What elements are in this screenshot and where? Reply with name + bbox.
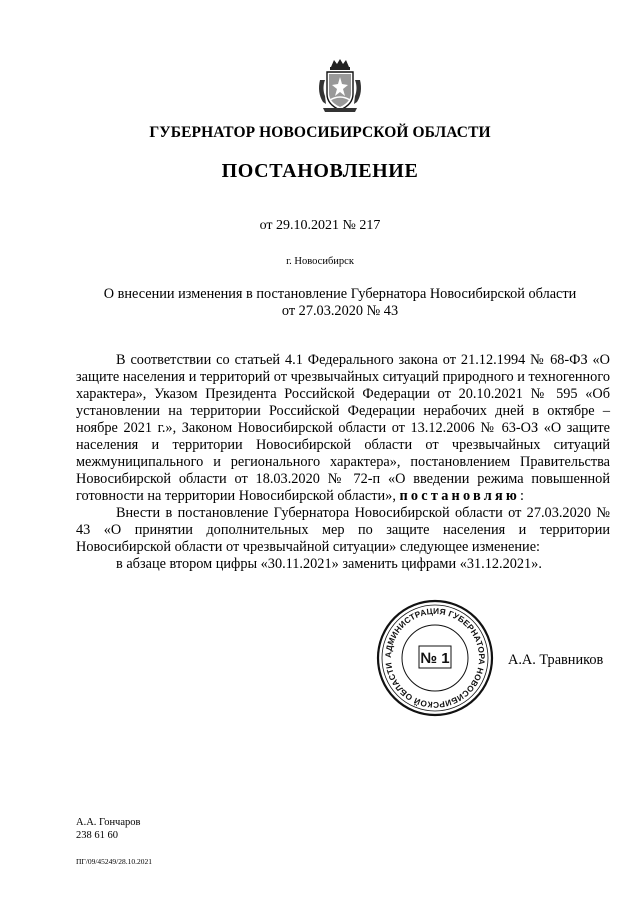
document-type-title: ПОСТАНОВЛЕНИЕ — [221, 160, 419, 182]
seal-ring-text: АДМИНИСТРАЦИЯ ГУБЕРНАТОРА НОВОСИБИРСКОЙ ОБЛАСТИ — [382, 605, 488, 711]
executor-phone: 238 61 60 — [76, 830, 118, 841]
document-city: г. Новосибирск — [286, 256, 354, 267]
subject-line-2: от 27.03.2020 № 43 — [281, 303, 399, 319]
body-paragraph-1-text: В соответствии со статьей 4.1 Федерального закона от 21.12.1994 № 68-ФЗ «О защите населения и территорий от чрезвычайных ситуаций природного и техногенного характера», Указом Президента Российской Федерации от 20.10.2021 № 595 «Об установлении на территории Российской Федерации нерабочих дней в октябре – ноябре 2021 г.», Законом Новосибирской области от 13.12.2006 № 63-ОЗ «О защите населения и территории Новосибирской области от чрезвычайных ситуаций межмуниципального и регионального характера», постановлением Правительства Новосибирской области от 18.03.2020 № 72-п «О введении режима повышенной готовности на территории Новосибирской области», — [76, 352, 610, 504]
body-paragraph-3: в абзаце втором цифры «30.11.2021» заменить цифрами «31.12.2021». — [116, 556, 542, 572]
executor-name: А.А. Гончаров — [76, 817, 141, 828]
executor-block — [76, 816, 140, 842]
subject-line-1: О внесении изменения в постановление Губернатора Новосибирской области — [103, 286, 577, 302]
document-subject — [70, 286, 610, 320]
coat-of-arms-icon — [317, 58, 363, 114]
resolve-colon: : — [520, 488, 524, 504]
document-date-number: от 29.10.2021 № 217 — [259, 218, 381, 233]
governor-title: ГУБЕРНАТОР НОВОСИБИРСКОЙ ОБЛАСТИ — [149, 124, 491, 141]
document-code: ПГ/09/45249/28.10.2021 — [76, 857, 153, 866]
official-seal-icon — [375, 598, 495, 718]
signer-name: А.А. Травников — [508, 652, 604, 668]
body-paragraph-2: Внести в постановление Губернатора Новосибирской области от 27.03.2020 № 43 «О принятии дополнительных мер по защите населения и территории Новосибирской области от чрезвычайной ситуации» следующее изменение: — [76, 505, 610, 555]
body-paragraph-1 — [76, 352, 610, 505]
document-body — [76, 352, 610, 573]
seal-center-text: № 1 — [420, 650, 450, 667]
resolve-word: постановляю — [399, 488, 521, 504]
